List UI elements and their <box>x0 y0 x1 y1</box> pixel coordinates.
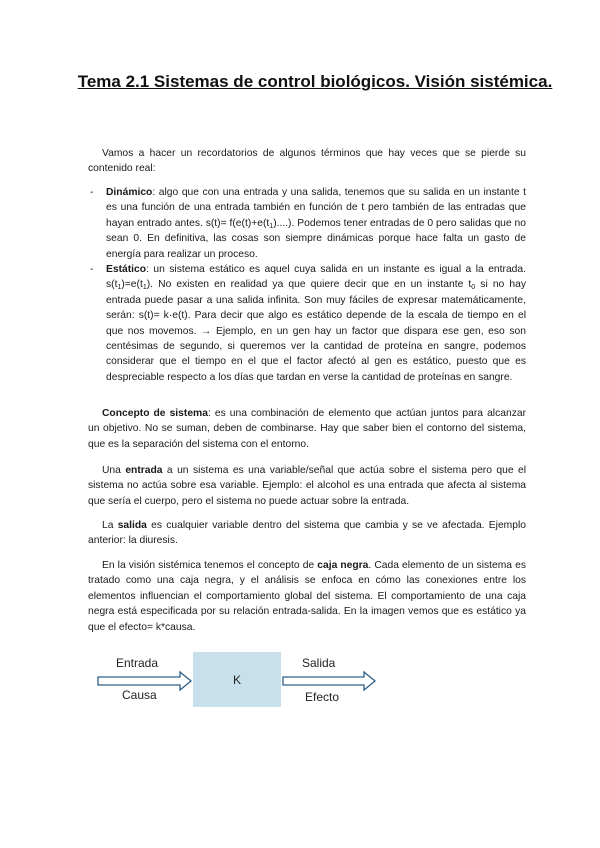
estatico-sub-1: 1 <box>117 284 122 292</box>
k-box <box>193 652 281 707</box>
k-label: K <box>232 672 241 687</box>
list-dash: - <box>90 187 94 198</box>
dinamico-text-1: : algo que con una entrada y una salida, tenemos que su salida en un instante t es una función de una entrada también en función de t pero también de las entradas que hayan entrado antes. s(t)= f(e(t)+e(t <box>106 187 526 229</box>
entrada-label: Entrada <box>116 656 159 670</box>
salida-paragraph <box>88 518 526 549</box>
salida-label: Salida <box>302 656 336 670</box>
concepto-text: : es una combinación de elemento que actúan juntos para alcanzar un objetivo. No se suman, deben de combinarse. Hay que saber bien el contorno del sistema, que es la separación del sistema con el entorno. <box>88 408 526 450</box>
causa-label: Causa <box>122 688 157 702</box>
output-arrow-icon <box>283 672 375 690</box>
intro-text: Vamos a hacer un recordatorios de algunos términos que hay veces que se pierde su contenido real: <box>88 148 526 175</box>
term-salida: salida <box>117 520 147 531</box>
caja-pre: En la visión sistémica tenemos el concepto de <box>102 560 318 571</box>
term-estatico: Estático <box>106 264 147 276</box>
estatico-text-4: si no hay entrada puede pasar a una salida infinita. Son muy fáciles de expresar matemáticamente, serán: s(t)= k·e(t). Para decir que algo es estático depende de la escala de tiempo en el que nos movemos. → Ejemplo, en un gen hay un factor que dispara ese gen, eso son centésimas de segundo, si queremos ver la cantidad de proteína en sangre, podemos considerar que el tiempo en el que el factor afectó al gen es estático, puesto que es despreciable respecto a los días que tardan en verse la cantidad de proteínas en sangre. <box>106 279 526 383</box>
salida-text: es cualquier variable dentro del sistema que cambia y se ve afectada. Ejemplo anterior: la diuresis. <box>88 520 526 547</box>
term-concepto: Concepto de sistema <box>102 408 208 419</box>
estatico-text-1: : un sistema estático es aquel cuya salida en un instante es igual a la entrada. s(t <box>106 264 526 291</box>
entrada-text: a un sistema es una variable/señal que actúa sobre el sistema pero que el sistema no actúa sobre esa variable. Ejemplo: el alcohol es una entrada que afecta al sistema que sería el cuerpo, pero el sistema no puede actuar sobre la entrada. <box>88 465 526 507</box>
definitions-list <box>88 185 526 385</box>
efecto-label: Efecto <box>305 690 340 704</box>
black-box-diagram <box>96 652 381 707</box>
term-dinamico: Dinámico <box>106 187 153 198</box>
estatico-sub-3: 0 <box>471 284 476 292</box>
caja-paragraph <box>88 558 526 635</box>
caja-text: . Cada elemento de un sistema es tratado como una caja negra, y el análisis se enfoca en cómo las conexiones entre los elementos influencian el comportamiento global del sistema. El comportamiento de una caja negra está especificada por su relación entrada-salida. En la imagen vemos que es estático ya que el efecto= k*causa. <box>88 560 526 633</box>
list-dash: - <box>90 264 94 276</box>
list-item-dinamico <box>88 185 526 262</box>
concepto-paragraph <box>88 406 526 452</box>
list-item-estatico <box>88 262 526 385</box>
salida-pre: La <box>102 520 118 531</box>
estatico-text-2: )=e(t <box>121 279 143 291</box>
dinamico-text-2: )....). Podemos tener entradas de 0 pero salidas que no sean 0. En definitiva, las cosas son siempre dinámicas porque hace falta un gasto de energía para realizar un proceso. <box>106 217 526 260</box>
dinamico-sub-1: 1 <box>269 222 274 230</box>
term-caja-negra: caja negra <box>317 560 369 571</box>
estatico-text-3: ). No existen en realidad ya que quiere decir que en un instante t <box>146 279 472 291</box>
term-entrada: entrada <box>125 465 163 476</box>
entrada-paragraph <box>88 463 526 509</box>
page-title: Tema 2.1 Sistemas de control biológicos. Visión sistémica. <box>77 72 553 91</box>
intro-paragraph <box>88 146 526 177</box>
entrada-pre: Una <box>102 465 126 476</box>
estatico-sub-2: 1 <box>142 284 147 292</box>
